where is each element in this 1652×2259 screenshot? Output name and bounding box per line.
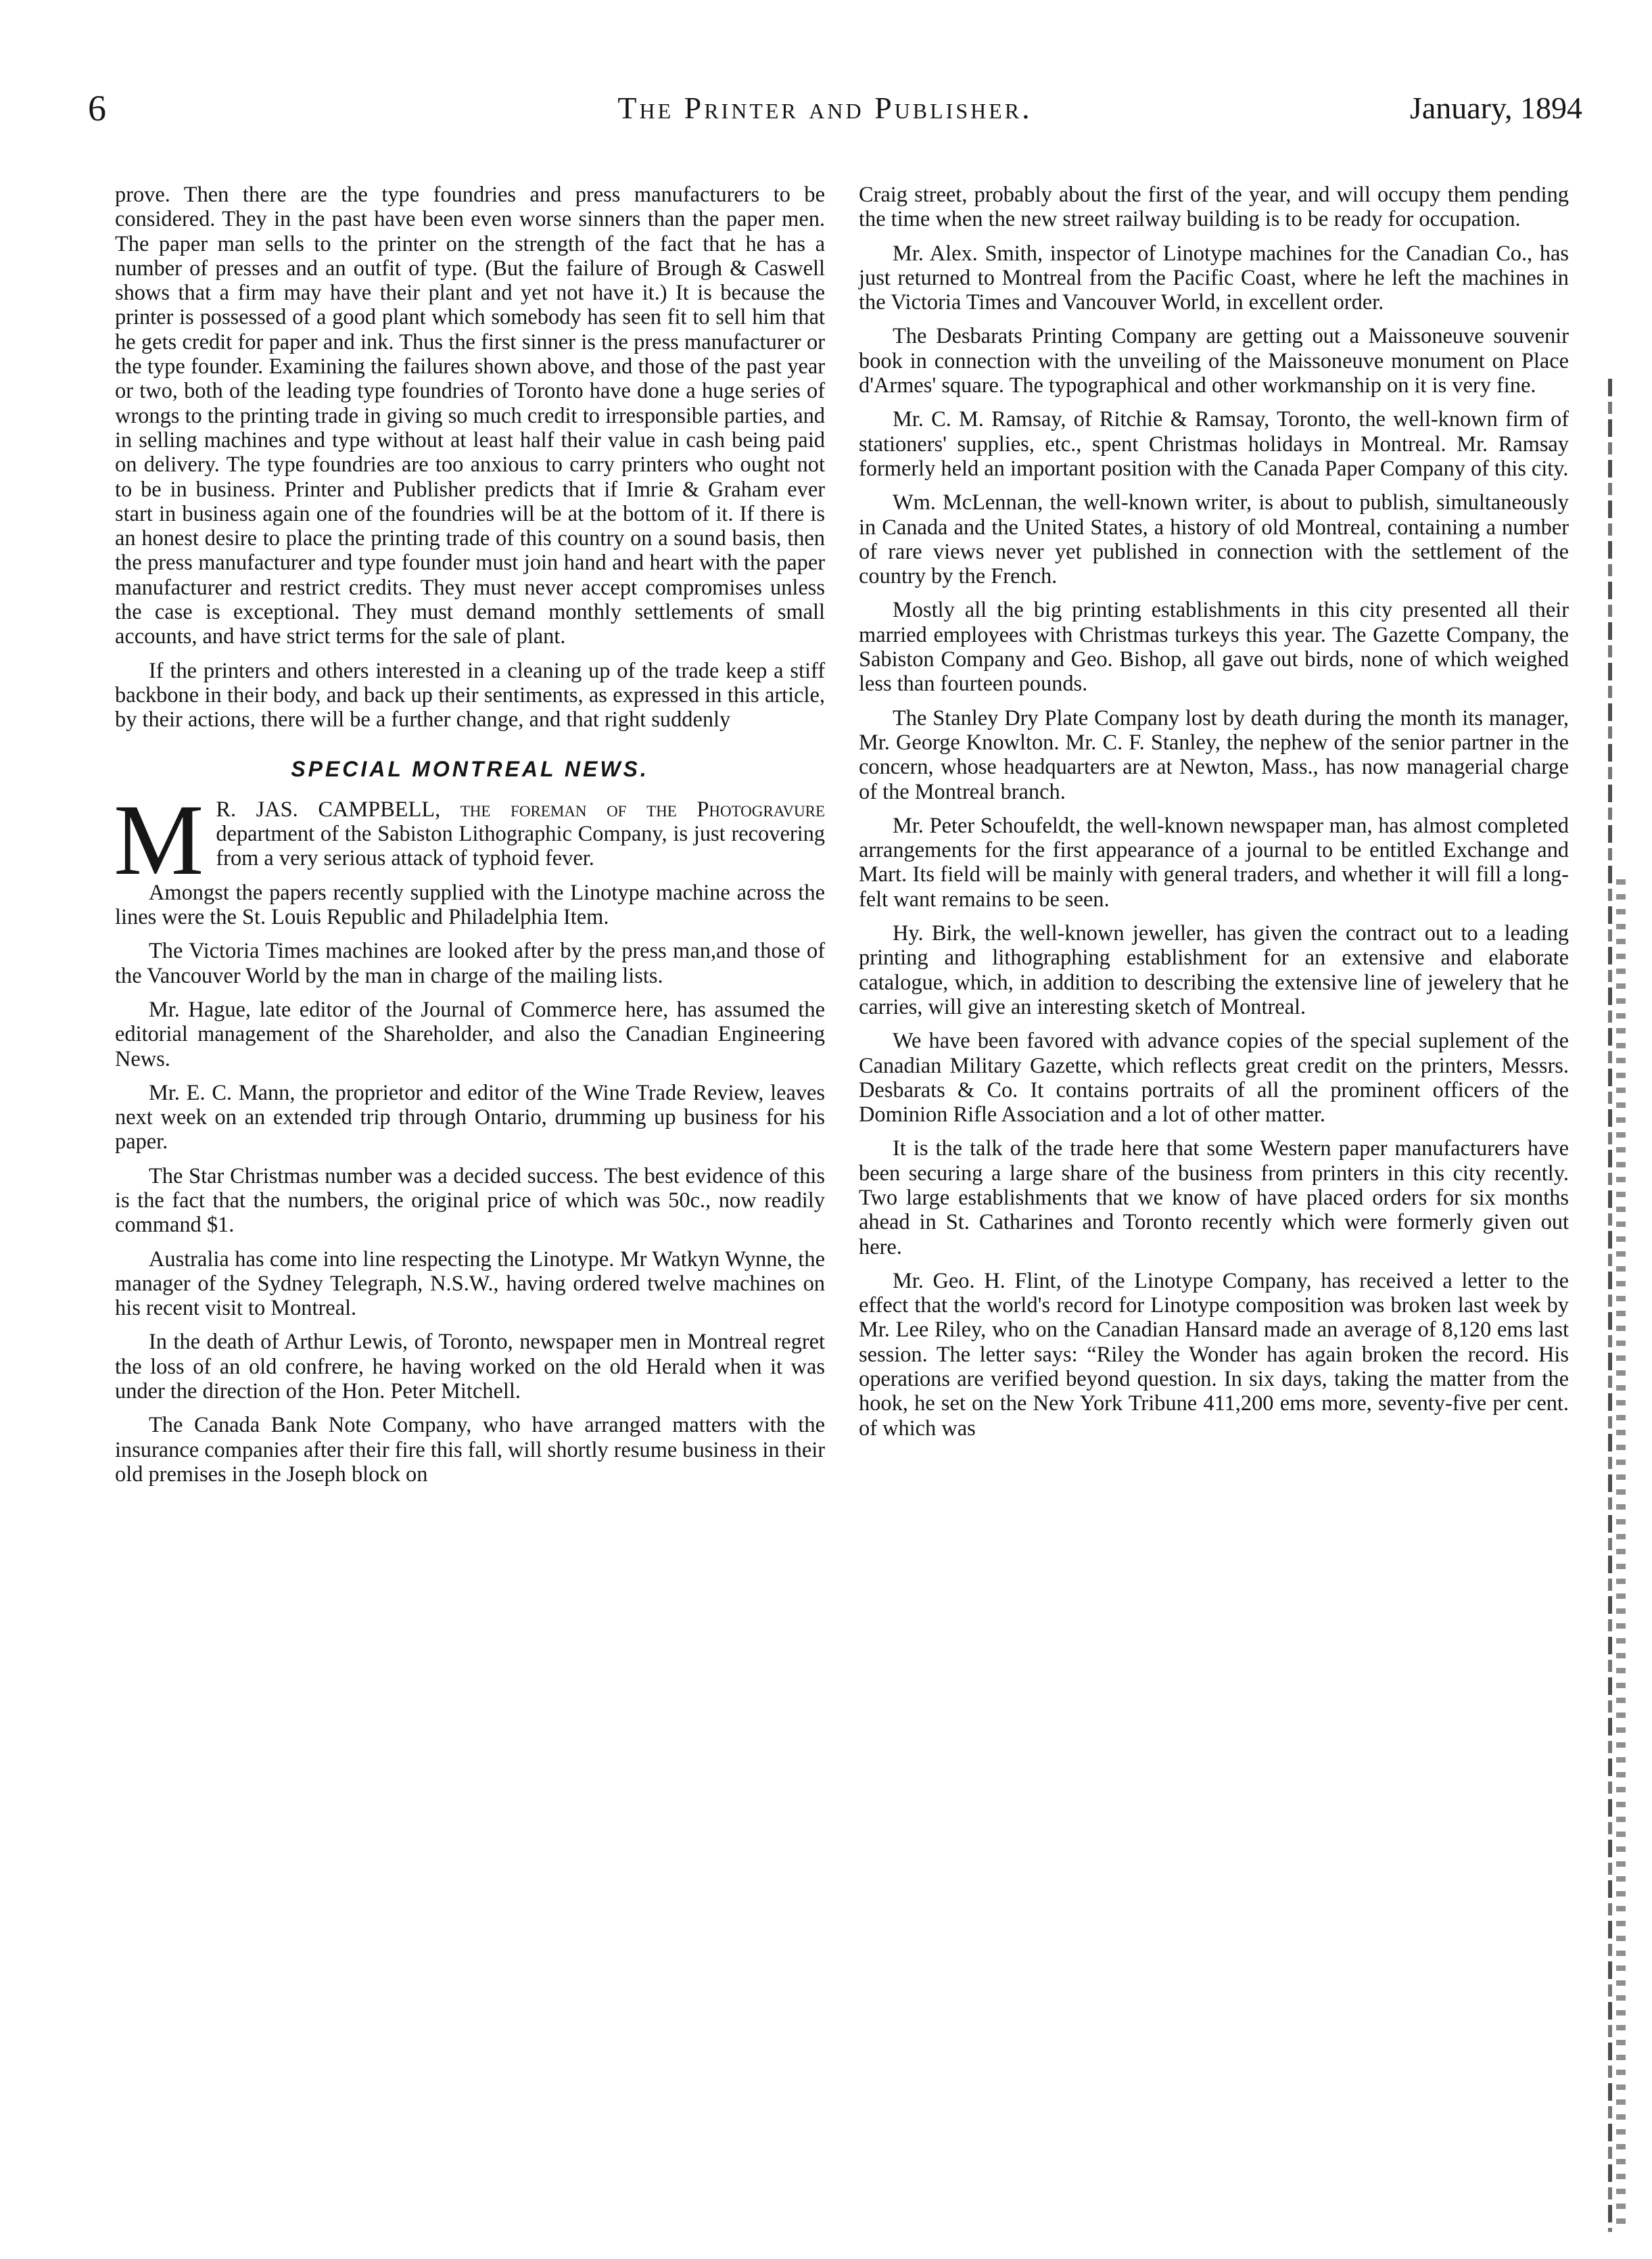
news-item: Mr. Hague, late editor of the Journal of Commerce here, has assumed the editorial management of the Shareholder, and also the Canadian Engineering News. xyxy=(115,997,825,1071)
news-item: The Star Christmas number was a decided success. The best evidence of this is the fact that the numbers, the original price of which was 50c., now readily command $1. xyxy=(115,1163,825,1238)
news-item: We have been favored with advance copies of the special suplement of the Canadian Military Gazette, which reflects great credit on the printers, Messrs. Desbarats & Co. It contains portraits of all the prominent officers of the Dominion Rifle Association and a lot of other matter. xyxy=(859,1029,1569,1127)
article-paragraph: prove. Then there are the type foundries and press manufacturers to be considered. They in the past have been even worse sinners than the paper men. The paper man sells to the printer on the strength of the fact that he has a number of presses and an outfit of type. (But the failure of Brough & Caswell shows that a firm may have their plant and yet not have it.) It is because the printer is possessed of a good plant which somebody has seen fit to sell him that he gets credit for paper and ink. Thus the first sinner is the press manufacturer or the type founder. Examining the failures shown above, and those of the past year or two, both of the leading type foundries of Toronto have done a huge series of wrongs to the printing trade in giving so much credit to irresponsible parties, and in selling machines and type without at least half their value in cash being paid on delivery. The type foundries are too anxious to carry printers who ought not to be in business. Printer and Publisher predicts that if Imrie & Graham ever start in business again one of the foundries will be at the bottom of it. If there is an honest desire to place the printing trade of this country on a sound basis, then the press manufacturer and type founder must join hand and heart with the paper manufacturer and restrict credits. They must never accept compromises unless the case is exceptional. They must demand monthly settlements of small accounts, and have strict terms for the sale of plant. xyxy=(115,183,825,649)
news-item: The Stanley Dry Plate Company lost by death during the month its manager, Mr. George Knowlton. Mr. C. F. Stanley, the nephew of the senior partner in the concern, whose headquarters are at Newton, Mass., has now managerial charge of the Montreal branch. xyxy=(859,705,1569,804)
news-item-text: R. JAS. CAMPBELL, the foreman of the Photogravure department of the Sabiston Lithographic Company, is just recovering from a very serious attack of typhoid fever. xyxy=(216,797,825,871)
news-item: The Canada Bank Note Company, who have arranged matters with the insurance companies after their fire this fall, will shortly resume business in their old premises in the Joseph block on xyxy=(115,1413,825,1487)
news-item: It is the talk of the trade here that some Western paper manufacturers have been securing a large share of the business from printers in this city recently. Two large establishments that we know of have placed orders for six months ahead in St. Catharines and Toronto recently which were formerly given out here. xyxy=(859,1136,1569,1259)
news-item: Wm. McLennan, the well-known writer, is about to publish, simultaneously in Canada and the United States, a history of old Montreal, containing a number of rare views never yet published in connection with the settlement of the country by the French. xyxy=(859,490,1569,589)
news-item: Amongst the papers recently supplied with the Linotype machine across the lines were the St. Louis Republic and Philadelphia Item. xyxy=(115,880,825,930)
news-item: Australia has come into line respecting the Linotype. Mr Watkyn Wynne, the manager of the Sydney Telegraph, N.S.W., having ordered twelve machines on his recent visit to Montreal. xyxy=(115,1247,825,1321)
news-item xyxy=(114,783,825,896)
news-item: Mostly all the big printing establishments in this city presented all their married employees with Christmas turkeys this year. The Gazette Company, the Sabiston Company and Geo. Bishop, all gave out birds, none of which weighed less than fourteen pounds. xyxy=(859,598,1569,697)
news-item: Mr. C. M. Ramsay, of Ritchie & Ramsay, Toronto, the well-known firm of stationers' supplies, etc., spent Christmas holidays in Montreal. Mr. Ramsay formerly held an important position with the Canada Paper Company of this city. xyxy=(859,407,1569,481)
page-header xyxy=(68,87,1582,130)
scan-edge-artifact xyxy=(1608,379,1612,2232)
news-item: Mr. E. C. Mann, the proprietor and editor of the Wine Trade Review, leaves next week on an extended trip through Ontario, drumming up business for his paper. xyxy=(115,1080,825,1155)
news-item: Craig street, probably about the first of the year, and will occupy them pending the time when the new street railway building is to be ready for occupation. xyxy=(859,183,1569,232)
news-item: Mr. Geo. H. Flint, of the Linotype Company, has received a letter to the effect that the world's record for Linotype composition was broken last week by Mr. Lee Riley, who on the Canadian Hansard made an average of 8,120 ems last session. The letter says: “Riley the Wonder has again broken the record. His operations are verified beyond question. In six days, taking the matter from the hook, he set on the New York Tribune 411,200 ems more, seventy-five per cent. of which was xyxy=(859,1268,1569,1441)
issue-date: January, 1894 xyxy=(1409,91,1582,125)
news-item: Mr. Peter Schoufeldt, the well-known newspaper man, has almost completed arrangements for the first appearance of a journal to be entitled Exchange and Mart. Its field will be mainly with general traders, and whether it will fill a long-felt want remains to be seen. xyxy=(859,813,1569,912)
drop-cap: M xyxy=(114,783,204,896)
article-paragraph: If the printers and others interested in a cleaning up of the trade keep a stiff backbone in their body, and back up their sentiments, as expressed in this article, by their actions, there will be a further change, and that right suddenly xyxy=(115,658,825,732)
news-item: The Desbarats Printing Company are getting out a Maissoneuve souvenir book in connection with the unveiling of the Maissoneuve monument on Place d'Armes' square. The typographical and other workmanship on it is very fine. xyxy=(859,324,1569,398)
news-item: Hy. Birk, the well-known jeweller, has given the contract out to a leading printing and lithographing establishment for an extensive and elaborate catalogue, which, in addition to describing the extensive line of jewelery that he carries, will give an interesting sketch of Montreal. xyxy=(859,921,1569,1019)
right-column xyxy=(859,183,1569,1450)
news-item: The Victoria Times machines are looked after by the press man,and those of the Vancouver World by the man in charge of the mailing lists. xyxy=(115,939,825,988)
section-heading: SPECIAL MONTREAL NEWS. xyxy=(291,756,649,781)
scan-edge-artifact xyxy=(1616,879,1626,2232)
left-column xyxy=(115,183,825,1496)
news-item: In the death of Arthur Lewis, of Toronto, newspaper men in Montreal regret the loss of an old confrere, he having worked on the old Herald when it was under the direction of the Hon. Peter Mitchell. xyxy=(115,1330,825,1404)
page-number: 6 xyxy=(88,88,106,129)
news-item: Mr. Alex. Smith, inspector of Linotype machines for the Canadian Co., has just returned to Montreal from the Pacific Coast, where he left the machines in the Victoria Times and Vancouver World, in excellent order. xyxy=(859,241,1569,315)
publication-title: The Printer and Publisher. xyxy=(617,91,1033,125)
